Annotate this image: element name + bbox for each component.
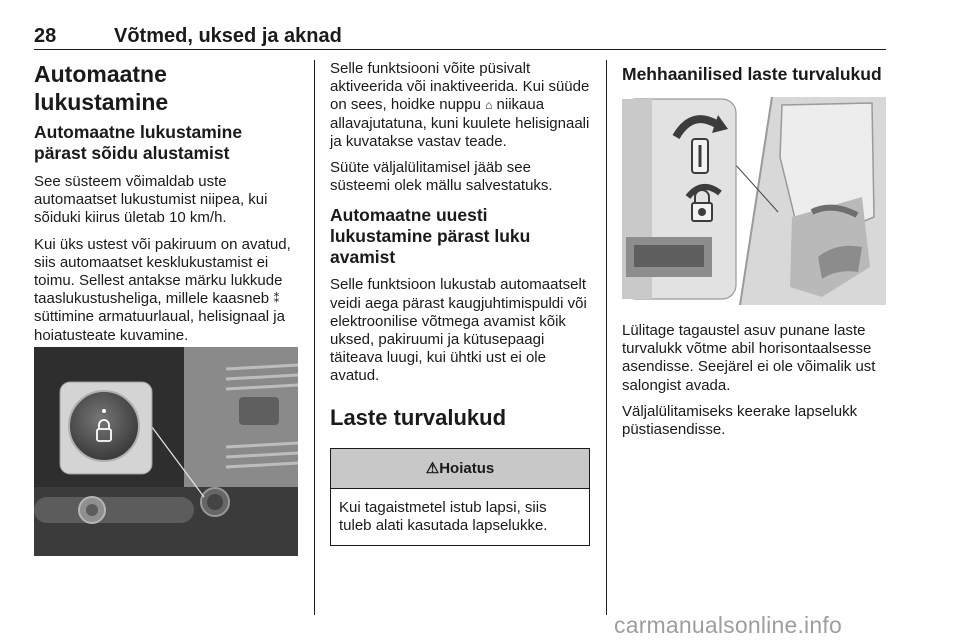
column-left bbox=[34, 60, 298, 345]
subheading-mechanical-child-locks: Mehhaanilised laste turvalukud bbox=[622, 64, 882, 84]
warning-triangle-icon: ⚠ bbox=[425, 459, 440, 477]
page-header bbox=[34, 18, 886, 50]
column-divider bbox=[606, 60, 607, 615]
rear-door-child-lock-figure bbox=[622, 97, 886, 305]
paragraph: Süüte väljalülitamisel jääb see süsteemi olek mällu salvestatuks. bbox=[330, 159, 553, 195]
section-heading-auto-lock: Automaatne lukustamine bbox=[34, 61, 169, 115]
paragraph: Selle funktsioon lukustab automaatselt veidi aega pärast kaugjuhtimispuldi või elektroonilise võtmega avamist kõik uksed, pakiruumi ja kütusepaagi täiteava luugi, kui ühtki ust ei ole avatud. bbox=[330, 276, 587, 385]
paragraph-text: süttimine armatuurlaual, helisignaal ja hoiatusteate kuvamine. bbox=[34, 308, 285, 344]
warning-text: Kui tagaistmetel istub lapsi, siis tuleb alati kasutada lapselukke. bbox=[339, 498, 548, 534]
lock-button-icon: ⌂ bbox=[485, 98, 493, 113]
warning-header bbox=[331, 449, 589, 489]
dashboard-lock-button-figure bbox=[34, 347, 298, 556]
paragraph-text: Kui üks ustest või pakiruum on avatud, siis automaatset kesklukustamist ei toimu. Sellest antakse märku lukkude taaslukustusheliga, millele kaasneb bbox=[34, 235, 291, 308]
section-heading-child-locks: Laste turvalukud bbox=[330, 404, 507, 430]
paragraph-text: niikaua allavajutatuna, kuni kuulete helisignaali ja kuvatakse vastav teade. bbox=[330, 96, 590, 150]
paragraph bbox=[330, 60, 592, 151]
child-lock-instructions bbox=[622, 322, 886, 439]
column-middle bbox=[330, 60, 592, 546]
paragraph: Lülitage tagaustel asuv punane laste turvalukk võtme abil horisontaalsesse asendisse. Seejärel ei ole võimalik ust salongist avada. bbox=[622, 322, 876, 394]
warning-title: Hoiatus bbox=[439, 459, 495, 477]
paragraph: Väljalülitamiseks keerake lapselukk püstiasendisse. bbox=[622, 402, 858, 439]
subheading-auto-lock-driving: Automaatne lukustamine pärast sõidu alustamist bbox=[34, 122, 243, 163]
paragraph bbox=[34, 236, 298, 345]
watermark: carmanualsonline.info bbox=[614, 612, 842, 638]
chapter-title: Võtmed, uksed ja aknad bbox=[114, 25, 342, 47]
page-number: 28 bbox=[34, 25, 57, 47]
lock-warning-icon: ⁑ bbox=[273, 292, 280, 307]
paragraph-text: Selle funktsiooni võite püsivalt aktiveerida või inaktiveerida. Kui süüde on sees, hoidke nuppu bbox=[330, 60, 590, 114]
subheading-auto-relock: Automaatne uuesti lukustamine pärast luku avamist bbox=[330, 205, 531, 268]
column-divider bbox=[314, 60, 315, 615]
warning-box bbox=[330, 448, 590, 546]
paragraph: See süsteem võimaldab uste automaatset lukustumist niipea, kui sõiduki kiirus ületab 10 km/h. bbox=[34, 173, 268, 227]
